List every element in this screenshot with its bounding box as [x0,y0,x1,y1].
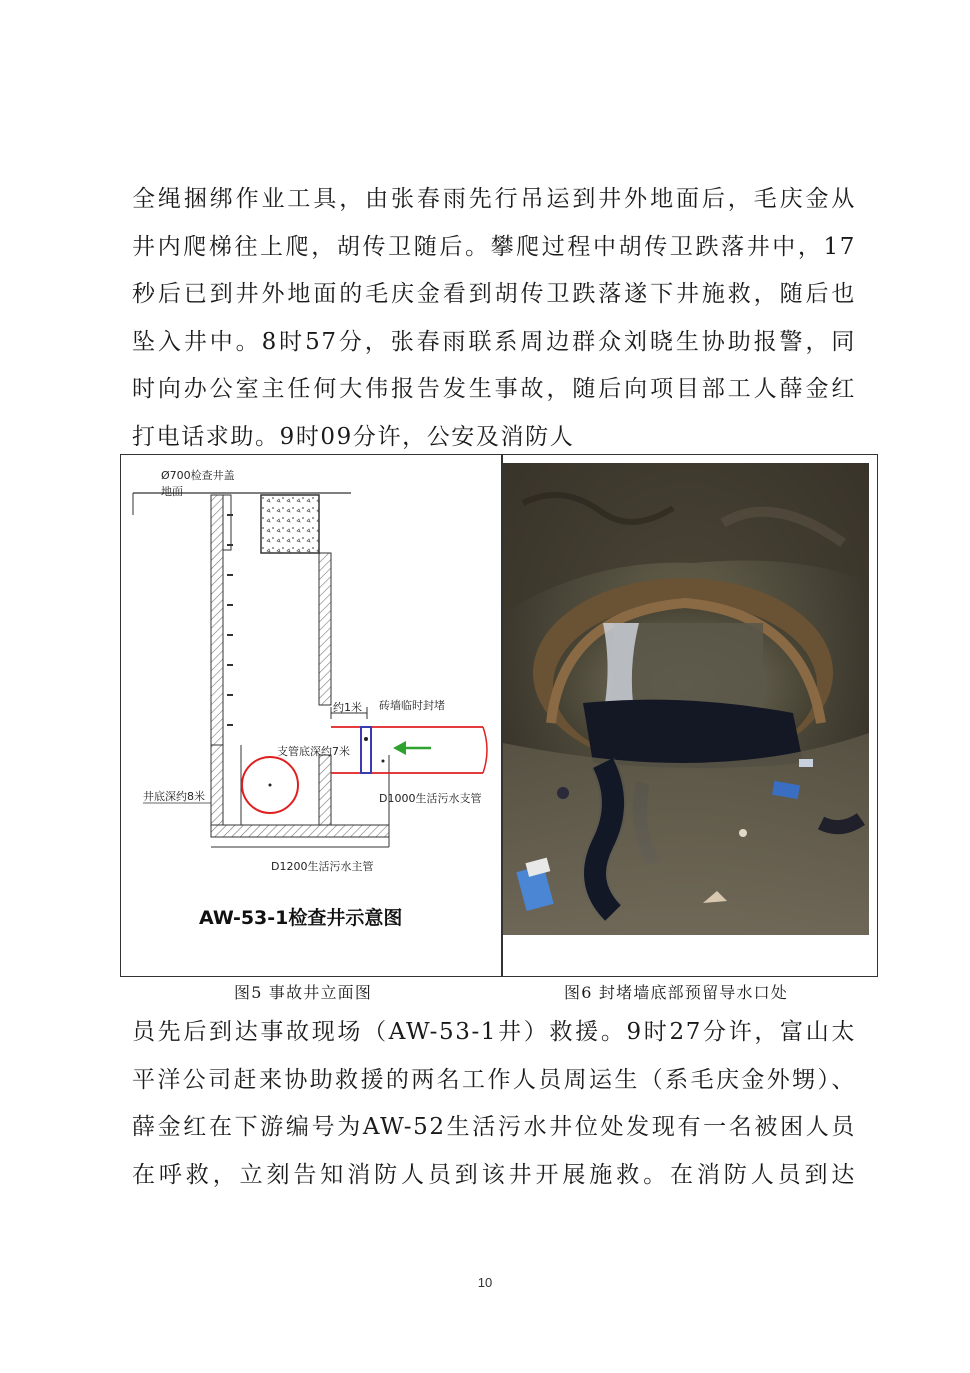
body-paragraph-top [132,176,856,462]
left-shaft-wall [211,495,223,745]
text-line: 平洋公司赶来协助救援的两名工作人员周运生（系毛庆金外甥）、 [132,1066,856,1093]
about-1m-label: 约1米 [333,701,362,714]
flow-arrow-icon [393,741,431,755]
ground-label: 地面 [161,485,183,498]
text-line: 员先后到达事故现场（AW-53-1井）救援。9时27分许，富山太 [132,1019,856,1045]
cover-slab [261,495,319,553]
branch-depth-label: 支管底深约7米 [277,745,350,758]
figure-5-caption: 图5 事故井立面图 [234,983,373,1002]
chamber-right-wall [319,755,331,825]
diagram-title: AW-53-1检查井示意图 [199,907,403,929]
brick-wall-plug [361,727,371,773]
text-line: 时向办公室主任何大伟报告发生事故，随后向项目部工人薛金红 [132,376,856,403]
diagram-drawing [121,455,501,975]
sewer-photo [503,463,869,935]
page-number: 10 [477,1275,493,1290]
text-line: 井内爬梯往上爬，胡传卫随后。攀爬过程中胡传卫跌落井中，17 [132,233,856,260]
right-shaft-wall [319,553,331,705]
well-depth-label: 井底深约8米 [143,790,205,803]
chamber-left-wall [211,745,223,825]
body-paragraph-bottom [132,1009,856,1199]
brick-wall-label: 砖墙临时封堵 [379,699,445,712]
figure-frame [120,454,878,977]
text-line: 全绳捆绑作业工具，由张春雨先行吊运到井外地面后，毛庆金从 [132,186,856,212]
branch-pipe-label: D1000生活污水支管 [379,792,482,805]
text-line: 坠入井中。8时57分，张春雨联系周边群众刘晓生协助报警，同 [132,328,856,355]
sewer-photo-image [503,463,869,935]
text-line: 在呼救，立刻告知消防人员到该井开展施救。在消防人员到达 [132,1161,856,1188]
manhole-elevation-diagram [121,455,501,975]
text-line: 秒后已到井外地面的毛庆金看到胡传卫跌落遂下井施救，随后也 [132,281,856,308]
bottom-slab [211,825,389,837]
text-line: 薛金红在下游编号为AW-52生活污水井位处发现有一名被困人员 [132,1114,856,1141]
cover-label: Ø700检查井盖 [161,469,235,482]
figure-6-caption: 图6 封堵墙底部预留导水口处 [564,983,789,1002]
text-line: 打电话求助。9时09分许，公安及消防人 [132,423,575,450]
main-pipe-label: D1200生活污水主管 [271,860,374,873]
